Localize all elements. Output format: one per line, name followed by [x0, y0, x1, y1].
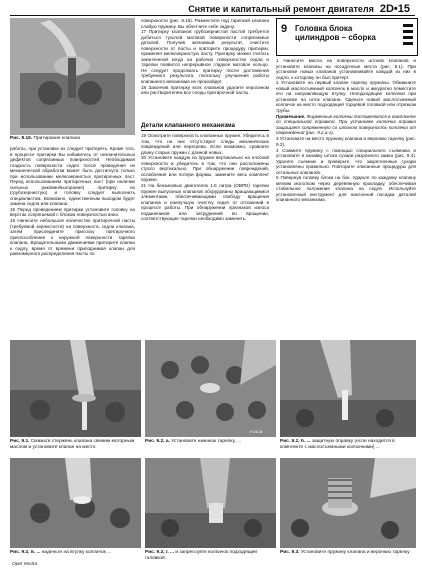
section-box: [276, 18, 418, 56]
column-2-text-top: [141, 18, 269, 119]
paragraph: 20 Установите каждую из пружин вертикально на плоской поверхности и убедитесь в том, что они расположены строго вертикально. При обнаружении повреждений, ослабления или потери формы, замените весь комплект пружин.: [141, 155, 269, 183]
section-title-line-1: Головка блока: [295, 24, 353, 33]
figure-9-2g-caption: [145, 550, 276, 561]
caption-number: Рис. 9.2, г. ...: [145, 550, 174, 555]
caption-text: Установите нижнюю тарелку, ...: [171, 439, 242, 444]
note-label: Примечание.: [276, 113, 306, 119]
section-title-line-2: цилиндров – сборка: [295, 33, 376, 42]
paragraph: работы, при установке их следует притереть. Кроме того, в процессе притирки Вы избавитесь от незначительных дефектов сопрягаемых поверхностей. Необходимая гладкость поверхности седел после проведения их механической обработки может быть достигнута только при использовании мелкозернистых притирочных паст. Перед использованием притирочных паст (при наличии сильных раковин/выгорания) притирку их (грубозернистую) и головку следует выполнить специалистом. Возможно, единственным выходом будет замена седла или клапана.: [10, 146, 135, 206]
figure-9-2a-caption: [145, 439, 276, 445]
caption-text: Смажьте стержень клапана свежим моторным маслом и установите клапан на место: [10, 439, 135, 450]
caption-text: Установите пружину клапана и верхнюю тарелку: [300, 550, 410, 555]
paragraph: 2 Установите на первый клапан тарелку пружины. Обмакните новый маслосъемный колпачок в масло и аккуратно поместите его на направляющую втулку. Неподходящие колпачки при установке на шток клапана. Оденьте новый маслосъемный колпачок на место подходящей торцевой головкой или отрезком трубы.: [276, 80, 416, 113]
figure-8-16-caption: [10, 136, 135, 142]
figure-9-1-photo: [10, 340, 141, 437]
header-rule: [10, 15, 415, 16]
page-header: [188, 3, 410, 15]
caption-number: Рис. 8.16.: [10, 136, 33, 141]
header-title: Снятие и капитальный ремонт двигателя: [188, 4, 374, 14]
paragraph: 16 Нанесите небольшое количество притирочной пасты (требуемой зернистости) на поверхность седла клапана, затем присоедините присоску притирочного приспособления к наружной поверхности тарелки клапана. Вращательными движениями притирите клапан к седлу, время от времени приподнимая клапан для равномерного распределения пасты по: [10, 218, 135, 257]
figure-9-2a-photo: [145, 340, 276, 437]
column-3-text: [276, 58, 416, 335]
caption-number: Рис. 9.2, а.: [145, 439, 170, 444]
section-subhead: Детали клапанного механизма: [141, 122, 235, 129]
section-title: [295, 24, 376, 42]
paragraph: 5 Повернув головку блока на бок. Ударьте по каждому клапану мягким молотком через деревянную прокладку, обеспечивая стабильное положение клапана на седле. Используйте установочный инструмент для наклонной посадки деталей клапанного механизма.: [276, 175, 416, 203]
paragraph: 3 Установите на место пружину клапана и верхнюю тарелку (рис. 9.3).: [276, 136, 416, 147]
paragraph: 18 Закончив притирку всех клапанов удалите керосином или растворителем все следы притирочной пасты.: [141, 84, 269, 96]
caption-text: и запрессуйте колпачок подходящей головкой: [145, 550, 257, 561]
figure-9-2b-photo: [280, 340, 416, 437]
caption-number: Рис. 9.2, б. ...: [280, 439, 311, 444]
figure-9-2g-photo: [145, 458, 276, 548]
note: [276, 114, 416, 136]
column-2-text-bottom: [141, 133, 269, 335]
caption-text: защитную оправку (если находится в комплекте с маслосъемными колпачками) ...: [280, 439, 395, 450]
paragraph: 4 Сожмите пружину с помощью специального съемника и установите в канавку штока сухари разрезного замка (рис. 9.4). Удалите съемник и проверьте, что закрепленные сухари установлены правильно. Повторите описанные процедуры для остальных клапанов.: [276, 147, 416, 175]
column-1-text: [10, 146, 135, 335]
caption-text: Притирание клапана: [33, 136, 81, 141]
figure-8-16-photo: [10, 18, 135, 135]
paragraph: 19 Осмотрите поверхность клапанных пружин. Убедитесь в том, что на них отсутствуют следы механических повреждений или перегрева. Если возможно, сравните длину старых пружин с длиной новых.: [141, 133, 269, 155]
note-text: Фирменные колпачки поставляются в комплекте со специальной оправкой. При установке колпачка оправка защищает сопряженную со штоком поверхность колпачка от повреждений (рис. 9.2,а-г).: [276, 113, 416, 136]
figure-9-2v-photo: [10, 458, 141, 548]
paragraph: 1 Нанесите масло на поверхности штоков клапанов и установите клапаны на посадочные места (рис. 9.1). При установке новых клапанов устанавливайте каждый из них в седло, к которому он был притерт.: [276, 58, 416, 80]
figure-9-3-caption: [280, 550, 416, 556]
figure-9-2v-caption: [10, 550, 141, 556]
figure-9-3-photo: [280, 458, 416, 548]
caption-text: наденьте на втулку колпачок ...: [41, 550, 112, 555]
subhead-rule: [141, 130, 269, 131]
figure-9-2b-caption: [280, 439, 416, 450]
section-number: 9: [281, 23, 288, 35]
caption-number: Рис. 9.2, в. ...: [10, 550, 41, 555]
difficulty-rating-icon: [401, 22, 415, 51]
caption-number: Рис. 9.3.: [280, 550, 300, 555]
paragraph: 17 Притирку клапанов грубозернистой пастой требуется добиться тусклой матовой поверхности сопрягаемых деталей. Получив желаемый результат, очистите поверхности от пасты и повторите процедуру притирки, применяя мелкозернистую пасту. Притирку можно считать законченной когда на рабочих поверхностях седла и тарелки появится непрерывное гладкое матовое кольцо. Не следует продолжать притирку после достижения требуемого результата, поскольку улучшения работы клапанного механизма не произойдет.: [141, 29, 269, 84]
page-number: 2D•15: [379, 3, 410, 15]
paragraph: 15 Перед проведением притирки установите головку на верстак сопрягаемой с блоком поверхностью вниз.: [10, 206, 135, 218]
paragraph: 21 На бензиновых двигателях 1.6 литра (OBPD) тарелки пружин выпускных клапанов оборудованы вращающимися элементами, обеспечивающими свободу вращения клапанов и наилучшую очистку седел от отложений в процессе работы. При обнаружении признаков износа подшипников или затруднений во вращении, соответствующие тарелки необходимо заменить.: [141, 183, 269, 222]
paragraph: поверхности (рис. 8.16). Разместите под тарелкой клапана слабую пружину. Вы облегчите себе задачу.: [141, 18, 269, 29]
page-footer: Opel Vectra: [12, 562, 38, 567]
photo-tag: H 24-04: [250, 430, 263, 434]
caption-number: Рис. 9.1.: [10, 439, 30, 444]
figure-9-1-caption: [10, 439, 141, 450]
